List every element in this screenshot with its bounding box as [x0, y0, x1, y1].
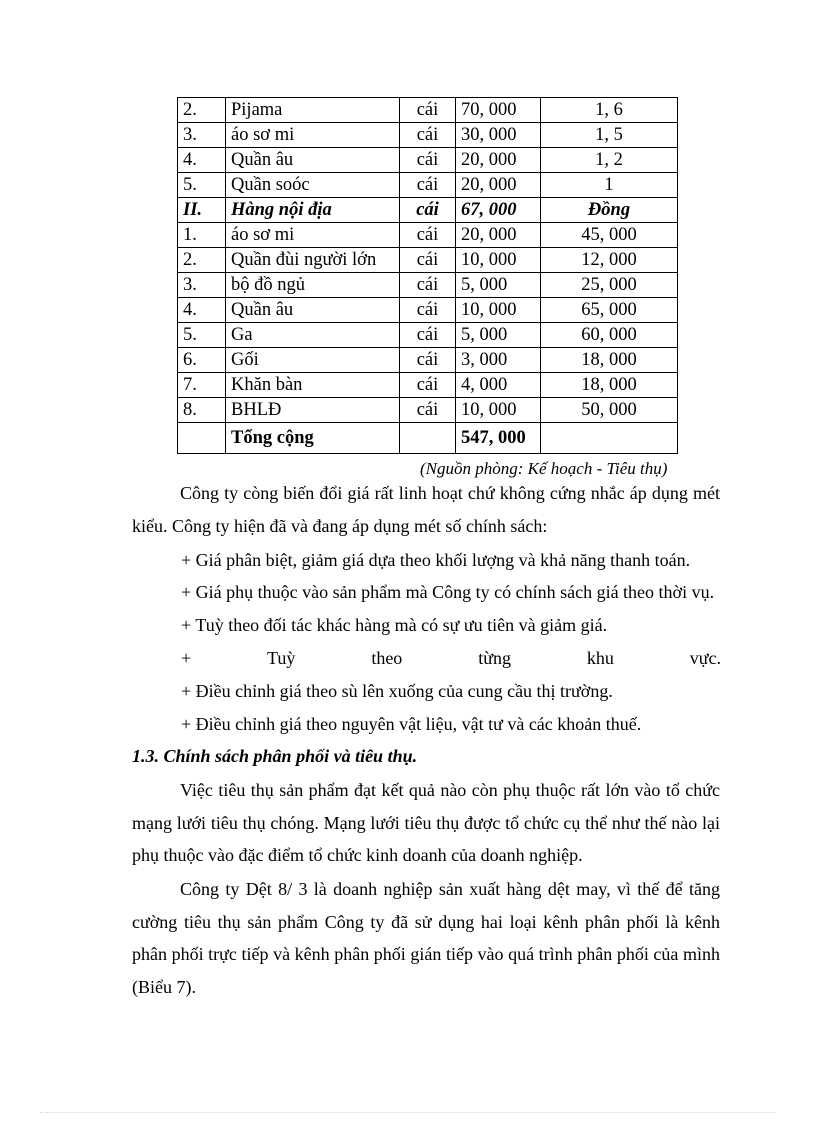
cell-value: 12, 000 — [541, 248, 678, 273]
bullet-item: + Điều chỉnh giá theo nguyên vật liệu, vật tư và các khoản thuế. — [181, 714, 642, 734]
bullet-item: + Tuỳ theo đối tác khác hàng mà có sự ưu tiên và giảm giá. — [181, 615, 608, 635]
source-note: (Nguồn phòng: Kế hoạch - Tiêu thụ) — [420, 459, 668, 478]
table-total-row — [178, 423, 678, 454]
table-row — [178, 348, 678, 373]
cell-name: Quần soóc — [226, 173, 400, 198]
cell-value: 50, 000 — [541, 398, 678, 423]
table-row — [178, 123, 678, 148]
table-section-row — [178, 198, 678, 223]
cell-unit — [400, 423, 456, 454]
cell-value: 18, 000 — [541, 348, 678, 373]
cell-value: 25, 000 — [541, 273, 678, 298]
cell-name: BHLĐ — [226, 398, 400, 423]
cell-name: Quần âu — [226, 298, 400, 323]
cell-num: 5. — [178, 323, 226, 348]
cell-name: Ga — [226, 323, 400, 348]
cell-qty: 4, 000 — [456, 373, 541, 398]
cell-value: 1, 6 — [541, 98, 678, 123]
cell-unit: cái — [400, 298, 456, 323]
cell-unit: cái — [400, 398, 456, 423]
cell-name: bộ đồ ngủ — [226, 273, 400, 298]
table-body — [178, 98, 678, 454]
cell-num: 8. — [178, 398, 226, 423]
section-heading: 1.3. Chính sách phân phối và tiêu thụ. — [132, 746, 418, 766]
cell-num — [178, 423, 226, 454]
cell-num: 2. — [178, 98, 226, 123]
cell-qty: 67, 000 — [456, 198, 541, 223]
cell-num: 2. — [178, 248, 226, 273]
cell-value: 65, 000 — [541, 298, 678, 323]
cell-name: Quần âu — [226, 148, 400, 173]
table-row — [178, 298, 678, 323]
cell-qty: 20, 000 — [456, 173, 541, 198]
cell-qty: 5, 000 — [456, 273, 541, 298]
bullet-word: + — [181, 648, 192, 668]
bullet-word: từng — [478, 648, 511, 668]
cell-unit: cái — [400, 323, 456, 348]
cell-value: 1, 5 — [541, 123, 678, 148]
cell-qty: 70, 000 — [456, 98, 541, 123]
cell-unit: cái — [400, 173, 456, 198]
cell-value: 1, 2 — [541, 148, 678, 173]
table-row — [178, 323, 678, 348]
cell-value: 1 — [541, 173, 678, 198]
cell-num: 5. — [178, 173, 226, 198]
cell-num: 4. — [178, 148, 226, 173]
page-bottom-rule — [40, 1112, 776, 1113]
bullet-word: khu — [586, 648, 614, 668]
total-label: Tổng cộng — [226, 423, 400, 454]
cell-unit: cái — [400, 98, 456, 123]
paragraph-distribution-text: Việc tiêu thụ sản phẩm đạt kết quả nào còn phụ thuộc rất lớn vào tổ chức mạng lưới tiêu thụ chóng. Mạng lưới tiêu thụ được tổ chức cụ thể như thế nào lại phụ thuộc vào đặc điểm tổ chức kinh doanh của doanh nghiệp. — [132, 780, 720, 865]
cell-unit: cái — [400, 148, 456, 173]
cell-qty: 30, 000 — [456, 123, 541, 148]
table-row — [178, 398, 678, 423]
table-row — [178, 273, 678, 298]
cell-qty: 10, 000 — [456, 248, 541, 273]
table-row — [178, 98, 678, 123]
cell-qty: 20, 000 — [456, 148, 541, 173]
cell-name: áo sơ mi — [226, 223, 400, 248]
cell-unit: cái — [400, 223, 456, 248]
table-row — [178, 148, 678, 173]
paragraph-channels-text: Công ty Dệt 8/ 3 là doanh nghiệp sản xuất hàng dệt may, vì thế để tăng cường tiêu thụ sản phẩm Công ty đã sử dụng hai loại kênh phân phối là kênh phân phối trực tiếp và kênh phân phối gián tiếp vào quá trình phân phối của mình (Biểu 7). — [132, 879, 720, 997]
cell-value: 60, 000 — [541, 323, 678, 348]
cell-name: Hàng nội địa — [226, 198, 400, 223]
cell-unit: cái — [400, 248, 456, 273]
cell-num: 3. — [178, 123, 226, 148]
cell-qty: 20, 000 — [456, 223, 541, 248]
cell-name: Khăn bàn — [226, 373, 400, 398]
bullet-item: + Giá phụ thuộc vào sản phẩm mà Công ty có chính sách giá theo thời vụ. — [181, 582, 715, 602]
bullet-word: theo — [371, 648, 403, 668]
table-row — [178, 248, 678, 273]
cell-num: 1. — [178, 223, 226, 248]
cell-value: Đồng — [541, 198, 678, 223]
cell-qty: 5, 000 — [456, 323, 541, 348]
bullet-item: + Giá phân biệt, giảm giá dựa theo khối lượng và khả năng thanh toán. — [181, 550, 691, 570]
cell-qty: 10, 000 — [456, 398, 541, 423]
cell-unit: cái — [400, 198, 456, 223]
cell-num: II. — [178, 198, 226, 223]
cell-num: 3. — [178, 273, 226, 298]
table-row — [178, 223, 678, 248]
bullet-item: + Điều chỉnh giá theo sù lên xuống của cung cầu thị trường. — [181, 681, 613, 701]
paragraph-distribution — [132, 774, 720, 872]
total-qty: 547, 000 — [456, 423, 541, 454]
cell-num: 6. — [178, 348, 226, 373]
cell-num: 4. — [178, 298, 226, 323]
bullet-word: Tuỳ — [267, 648, 296, 668]
cell-unit: cái — [400, 123, 456, 148]
paragraph-channels — [132, 873, 720, 1003]
cell-name: Gối — [226, 348, 400, 373]
bullet-item-spread — [181, 646, 721, 670]
cell-name: áo sơ mi — [226, 123, 400, 148]
table-row — [178, 173, 678, 198]
cell-num: 7. — [178, 373, 226, 398]
bullet-word: vực. — [689, 648, 721, 668]
cell-qty: 3, 000 — [456, 348, 541, 373]
sales-table — [177, 97, 678, 454]
cell-name: Pijama — [226, 98, 400, 123]
cell-unit: cái — [400, 273, 456, 298]
table-row — [178, 373, 678, 398]
cell-value: 18, 000 — [541, 373, 678, 398]
cell-unit: cái — [400, 373, 456, 398]
cell-value — [541, 423, 678, 454]
cell-qty: 10, 000 — [456, 298, 541, 323]
cell-unit: cái — [400, 348, 456, 373]
cell-name: Quần đùi người lớn — [226, 248, 400, 273]
cell-value: 45, 000 — [541, 223, 678, 248]
paragraph-pricing-text: Công ty còng biến đổi giá rất linh hoạt chứ không cứng nhắc áp dụng mét kiểu. Công ty hiện đã và đang áp dụng mét số chính sách: — [132, 483, 720, 536]
paragraph-pricing — [132, 477, 720, 542]
